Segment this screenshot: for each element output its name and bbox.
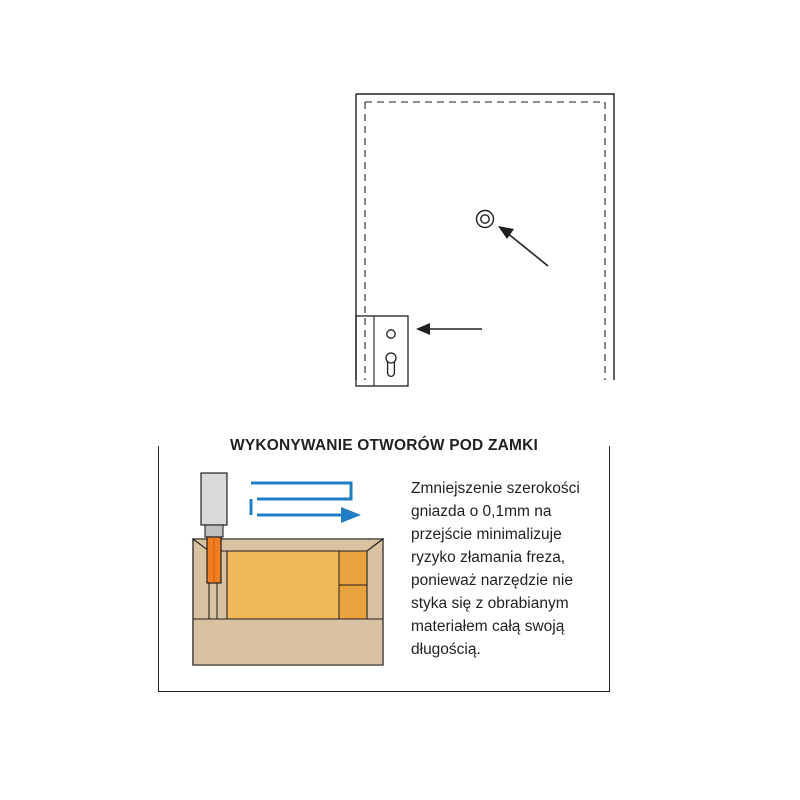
keyhole-profile: [386, 353, 396, 376]
door-diagram-svg: [330, 80, 630, 400]
lock-faceplate-mortise: [356, 316, 408, 386]
router-bit-shank: [201, 473, 227, 525]
door-inner-dashed-edge: [365, 102, 605, 380]
card-title-text: WYKONYWANIE OTWORÓW POD ZAMKI: [220, 437, 548, 455]
arrow-to-faceplate: [416, 323, 482, 335]
feed-direction-arrowhead: [341, 507, 361, 523]
cylinder-hole: [477, 211, 494, 228]
cylinder-hole-inner: [481, 215, 489, 223]
door-lock-drilling-diagram: [330, 80, 630, 400]
router-bit-collar: [205, 525, 223, 537]
arrow-to-cylinder-hole: [498, 226, 548, 266]
faceplate-screw-hole: [387, 330, 395, 338]
card-title: [159, 437, 609, 455]
routing-info-card: [158, 437, 610, 692]
router-bit-pocket-cut-figure: [165, 469, 415, 679]
routing-description-text: Zmniejszenie szerokości gniazda o 0,1mm na przejście minimalizuje ryzyko złamania freza, ponieważ narzędzie nie styka się z obrabianym materiałem całą swoją długością.: [411, 480, 580, 658]
routing-figure-svg: [165, 469, 415, 679]
feed-direction-arrow: [251, 483, 351, 515]
